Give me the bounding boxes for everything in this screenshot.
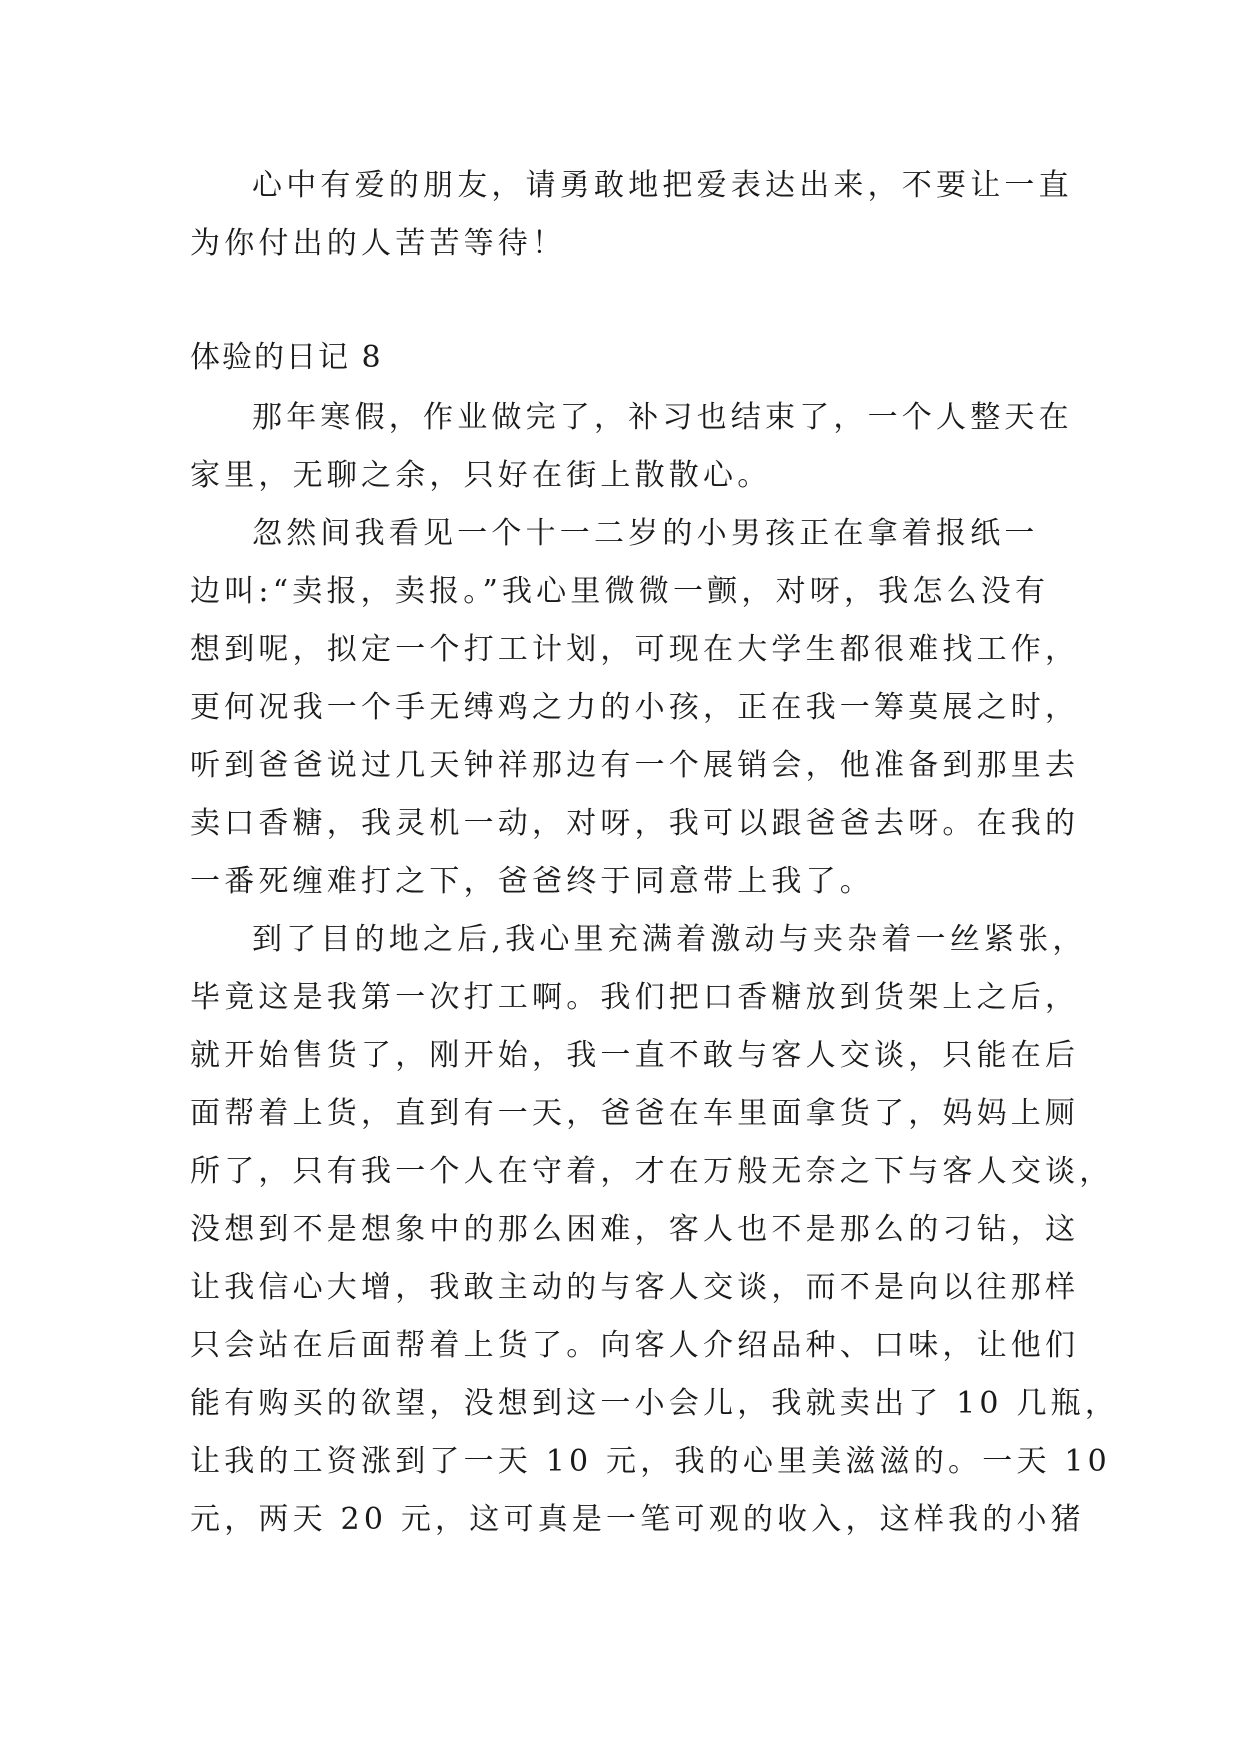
intro-line-1: 心中有爱的朋友，请勇敢地把爱表达出来，不要让一直 bbox=[252, 168, 1073, 203]
paragraph-2-line-5: 听到爸爸说过几天钟祥那边有一个展销会，他准备到那里去 bbox=[190, 748, 1080, 783]
paragraph-3-line-2: 毕竟这是我第一次打工啊。我们把口香糖放到货架上之后， bbox=[190, 980, 1080, 1015]
intro-line-2: 为你付出的人苦苦等待！ bbox=[190, 226, 567, 261]
paragraph-3-line-3: 就开始售货了，刚开始，我一直不敢与客人交谈，只能在后 bbox=[190, 1038, 1080, 1073]
paragraph-2-line-3: 想到呢，拟定一个打工计划，可现在大学生都很难找工作， bbox=[190, 632, 1080, 667]
paragraph-1-line-2: 家里，无聊之余，只好在街上散散心。 bbox=[190, 458, 772, 493]
paragraph-3-line-9: 能有购买的欲望，没想到这一小会儿，我就卖出了 10 几瓶， bbox=[190, 1386, 1120, 1421]
paragraph-3-line-8: 只会站在后面帮着上货了。向客人介绍品种、口味，让他们 bbox=[190, 1328, 1080, 1363]
paragraph-2-line-2: 边叫:“卖报，卖报。”我心里微微一颤，对呀，我怎么没有 bbox=[190, 574, 1050, 609]
paragraph-2-line-6: 卖口香糖，我灵机一动，对呀，我可以跟爸爸去呀。在我的 bbox=[190, 806, 1080, 841]
section-title: 体验的日记 8 bbox=[190, 340, 383, 375]
paragraph-3-line-4: 面帮着上货，直到有一天，爸爸在车里面拿货了，妈妈上厕 bbox=[190, 1096, 1080, 1131]
paragraph-2-line-7: 一番死缠难打之下，爸爸终于同意带上我了。 bbox=[190, 864, 874, 899]
paragraph-3-line-5: 所了，只有我一个人在守着，才在万般无奈之下与客人交谈， bbox=[190, 1154, 1114, 1189]
paragraph-2-line-4: 更何况我一个手无缚鸡之力的小孩，正在我一筹莫展之时， bbox=[190, 690, 1080, 725]
paragraph-3-line-7: 让我信心大增，我敢主动的与客人交谈，而不是向以往那样 bbox=[190, 1270, 1080, 1305]
paragraph-3-line-1: 到了目的地之后,我心里充满着激动与夹杂着一丝紧张， bbox=[252, 922, 1087, 957]
paragraph-2-line-1: 忽然间我看见一个十一二岁的小男孩正在拿着报纸一 bbox=[252, 516, 1039, 551]
paragraph-3-line-6: 没想到不是想象中的那么困难，客人也不是那么的刁钻，这 bbox=[190, 1212, 1080, 1247]
paragraph-3-line-11: 元，两天 20 元，这可真是一笔可观的收入，这样我的小猪 bbox=[190, 1502, 1085, 1537]
paragraph-1-line-1: 那年寒假，作业做完了，补习也结束了，一个人整天在 bbox=[252, 400, 1073, 435]
paragraph-3-line-10: 让我的工资涨到了一天 10 元，我的心里美滋滋的。一天 10 bbox=[190, 1444, 1111, 1479]
